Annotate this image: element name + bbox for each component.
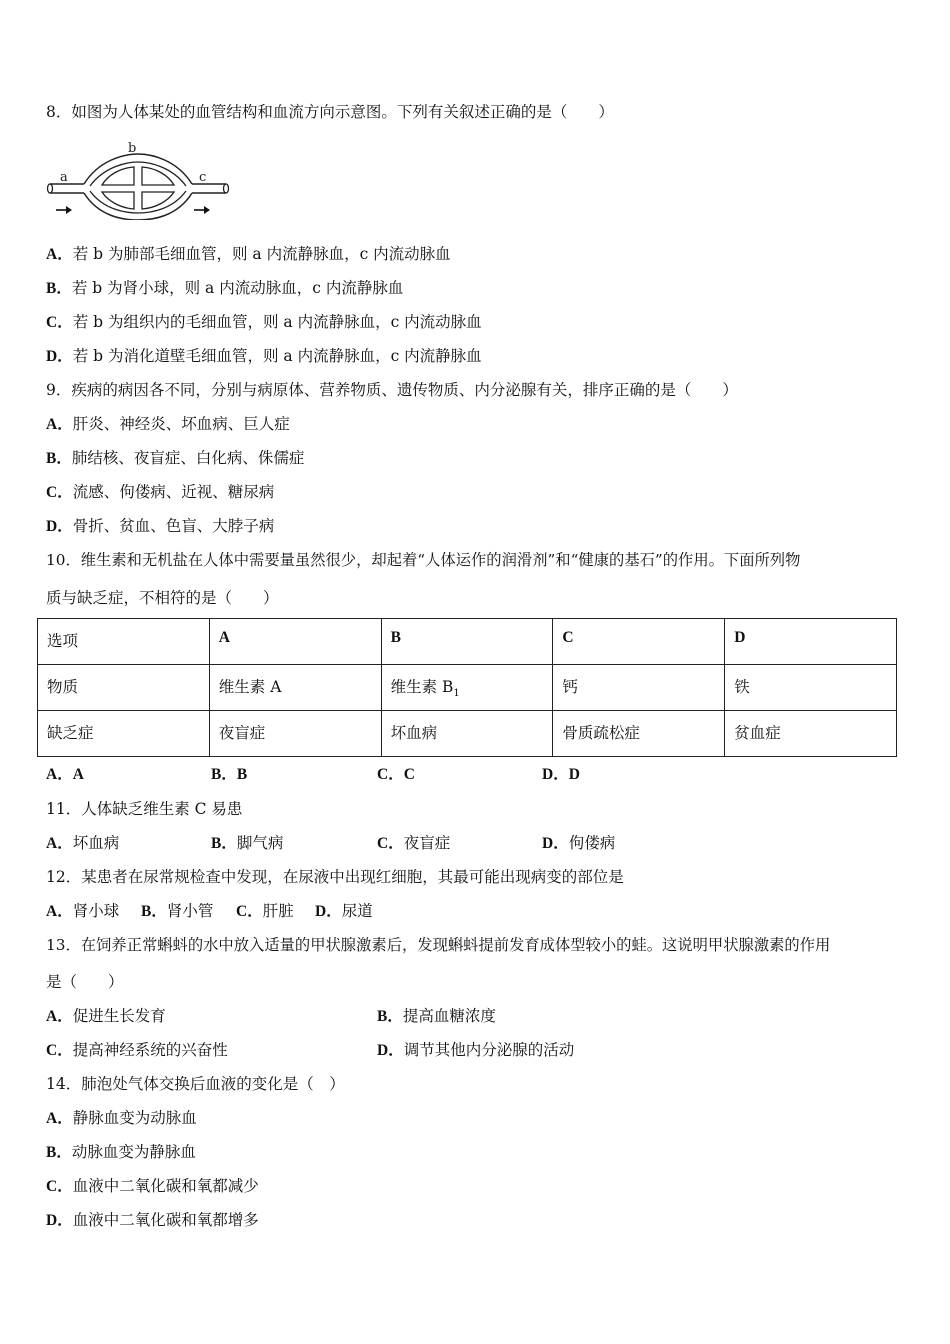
table-cell: 夜盲症: [209, 711, 381, 757]
q14-option-c[interactable]: C．血液中二氧化碳和氧都减少: [46, 1177, 259, 1195]
q12-option-c[interactable]: C．肝脏: [236, 902, 294, 920]
q8-option-d[interactable]: D．若 b 为消化道壁毛细血管，则 a 内流静脉血，c 内流静脉血: [46, 347, 482, 365]
flow-arrow-icon: [204, 206, 210, 214]
q13-stem-line1: 13．在饲养正常蝌蚪的水中放入适量的甲状腺激素后，发现蝌蚪提前发育成体型较小的蛙。这说明甲状腺激素的作用: [46, 936, 831, 954]
q11-option-b[interactable]: B．脚气病: [211, 834, 284, 852]
q13-option-a[interactable]: A．促进生长发育: [46, 1007, 166, 1025]
label-a: a: [60, 170, 68, 185]
table-cell: 骨质疏松症: [553, 711, 725, 757]
q8-option-a[interactable]: A．若 b 为肺部毛细血管，则 a 内流静脉血，c 内流动脉血: [46, 245, 451, 263]
table-cell: 缺乏症: [38, 711, 210, 757]
q10-stem-line2: 质与缺乏症，不相符的是（ ）: [46, 589, 279, 607]
table-row: [38, 665, 897, 711]
q9-stem: 9．疾病的病因各不同，分别与病原体、营养物质、遗传物质、内分泌腺有关，排序正确的是（ ）: [46, 381, 738, 399]
table-cell: B: [381, 619, 553, 665]
q11-option-d[interactable]: D．佝偻病: [542, 834, 616, 852]
q11-option-c[interactable]: C．夜盲症: [377, 834, 451, 852]
q13-option-d[interactable]: D．调节其他内分泌腺的活动: [377, 1041, 575, 1059]
q14-option-a[interactable]: A．静脉血变为动脉血: [46, 1109, 197, 1127]
table-row: [38, 711, 897, 757]
table-cell: 贫血症: [725, 711, 897, 757]
q10-stem-line1: 10．维生素和无机盐在人体中需要量虽然很少，却起着“人体运作的润滑剂”和“健康的基石”的作用。下面所列物: [46, 551, 801, 569]
q9-option-a[interactable]: A．肝炎、神经炎、坏血病、巨人症: [46, 415, 290, 433]
flow-arrow-icon: [66, 206, 72, 214]
q13-stem-line2: 是（ ）: [46, 973, 124, 991]
q8-option-c[interactable]: C．若 b 为组织内的毛细血管，则 a 内流静脉血，c 内流动脉血: [46, 313, 482, 331]
table-cell: C: [553, 619, 725, 665]
table-row: [38, 619, 897, 665]
q12-option-b[interactable]: B．肾小管: [141, 902, 214, 920]
table-cell: 选项: [38, 619, 210, 665]
q12-stem: 12．某患者在尿常规检查中发现，在尿液中出现红细胞，其最可能出现病变的部位是: [46, 868, 624, 886]
table-cell: 钙: [553, 665, 725, 711]
q14-option-b[interactable]: B．动脉血变为静脉血: [46, 1143, 196, 1161]
q10-option-b[interactable]: B．B: [211, 766, 248, 783]
q13-option-c[interactable]: C．提高神经系统的兴奋性: [46, 1041, 228, 1059]
q13-option-b[interactable]: B．提高血糖浓度: [377, 1007, 496, 1025]
q8-stem: 8．如图为人体某处的血管结构和血流方向示意图。下列有关叙述正确的是（ ）: [46, 103, 614, 121]
table-cell: A: [209, 619, 381, 665]
q9-option-c[interactable]: C．流感、佝偻病、近视、糖尿病: [46, 483, 275, 501]
q10-table: [37, 618, 897, 757]
label-b: b: [128, 141, 137, 156]
table-cell: 维生素 A: [209, 665, 381, 711]
q9-option-b[interactable]: B．肺结核、夜盲症、白化病、侏儒症: [46, 449, 305, 467]
table-cell: 坏血病: [381, 711, 553, 757]
table-cell: D: [725, 619, 897, 665]
table-cell: 物质: [38, 665, 210, 711]
q11-option-a[interactable]: A．坏血病: [46, 834, 120, 852]
q11-stem: 11．人体缺乏维生素 C 易患: [46, 800, 243, 818]
table-cell: 维生素 $B_1$: [381, 665, 553, 711]
table-cell: 铁: [725, 665, 897, 711]
q9-option-d[interactable]: D．骨折、贫血、色盲、大脖子病: [46, 517, 275, 535]
q14-stem: 14．肺泡处气体交换后血液的变化是（ ）: [46, 1075, 345, 1093]
q8-option-b[interactable]: B．若 b 为肾小球，则 a 内流动脉血，c 内流静脉血: [46, 279, 404, 297]
q12-option-d[interactable]: D．尿道: [315, 902, 373, 920]
q14-option-d[interactable]: D．血液中二氧化碳和氧都增多: [46, 1211, 259, 1229]
q10-option-a[interactable]: A．A: [46, 766, 84, 783]
blood-vessel-diagram: [44, 140, 234, 220]
q12-option-a[interactable]: A．肾小球: [46, 902, 120, 920]
q10-option-c[interactable]: C．C: [377, 766, 415, 783]
q10-option-d[interactable]: D．D: [542, 766, 580, 783]
label-c: c: [199, 170, 207, 185]
